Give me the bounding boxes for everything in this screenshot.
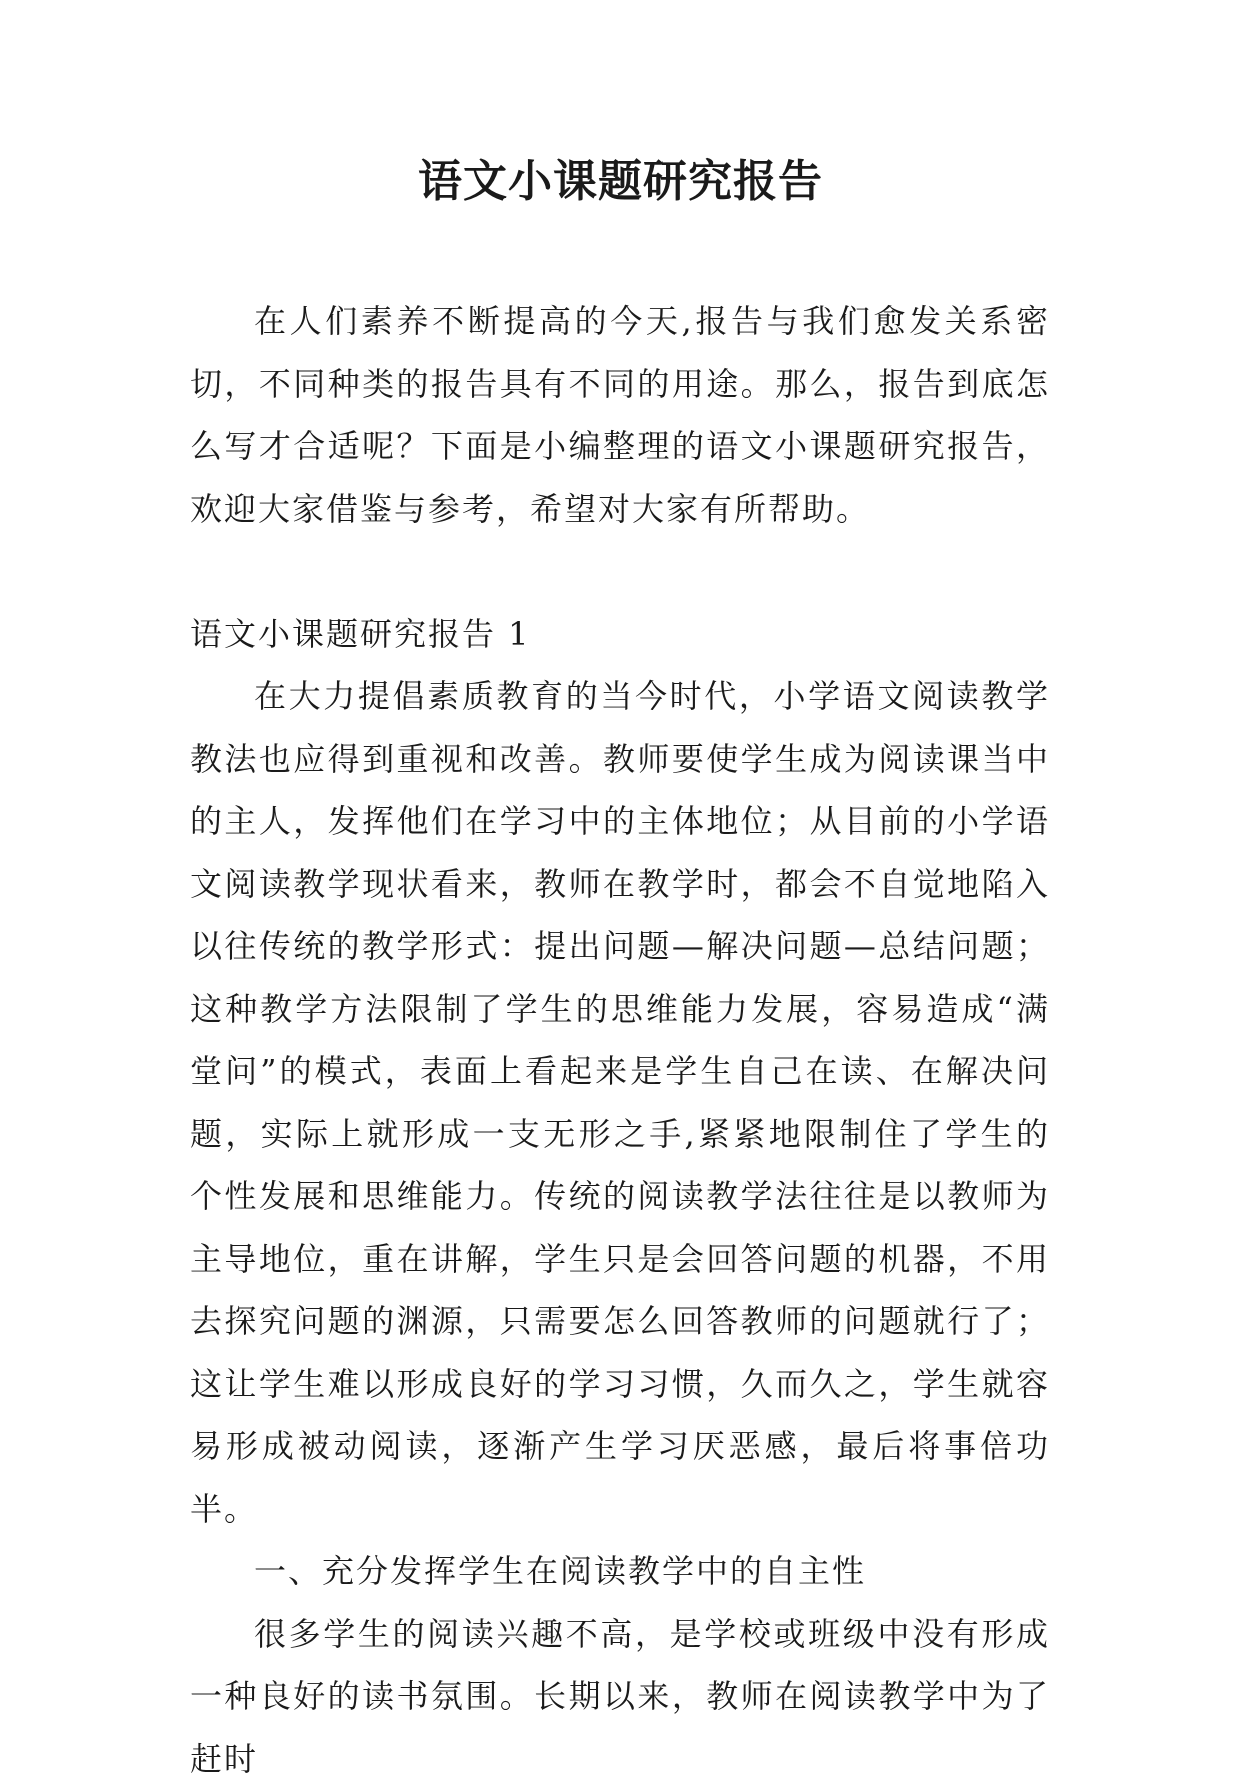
body-paragraph-1: 在大力提倡素质教育的当今时代，小学语文阅读教学教法也应得到重视和改善。教师要使学生成为阅读课当中的主人，发挥他们在学习中的主体地位；从目前的小学语文阅读教学现状看来，教师在教学时，都会不自觉地陷入以往传统的教学形式：提出问题—解决问题—总结问题；这种教学方法限制了学生的思维能力发展，容易造成“满堂问”的模式，表面上看起来是学生自己在读、在解决问题，实际上就形成一支无形之手,紧紧地限制住了学生的个性发展和思维能力。传统的阅读教学法往往是以教师为主导地位，重在讲解，学生只是会回答问题的机器，不用去探究问题的渊源，只需要怎么回答教师的问题就行了；这让学生难以形成良好的学习习惯，久而久之，学生就容易形成被动阅读，逐渐产生学习厌恶感，最后将事倍功半。: [190, 665, 1050, 1540]
section-heading: 语文小课题研究报告 1: [190, 603, 1050, 666]
paragraph-spacer: [190, 540, 1050, 603]
document-body: [190, 290, 1050, 1790]
subheading-1: 一、充分发挥学生在阅读教学中的自主性: [190, 1540, 1050, 1603]
document-title: 语文小课题研究报告: [0, 152, 1241, 212]
intro-paragraph: 在人们素养不断提高的今天,报告与我们愈发关系密切，不同种类的报告具有不同的用途。那么，报告到底怎么写才合适呢？下面是小编整理的语文小课题研究报告，欢迎大家借鉴与参考，希望对大家有所帮助。: [190, 290, 1050, 540]
body-paragraph-2: 很多学生的阅读兴趣不高，是学校或班级中没有形成一种良好的读书氛围。长期以来，教师在阅读教学中为了赶时: [190, 1603, 1050, 1790]
